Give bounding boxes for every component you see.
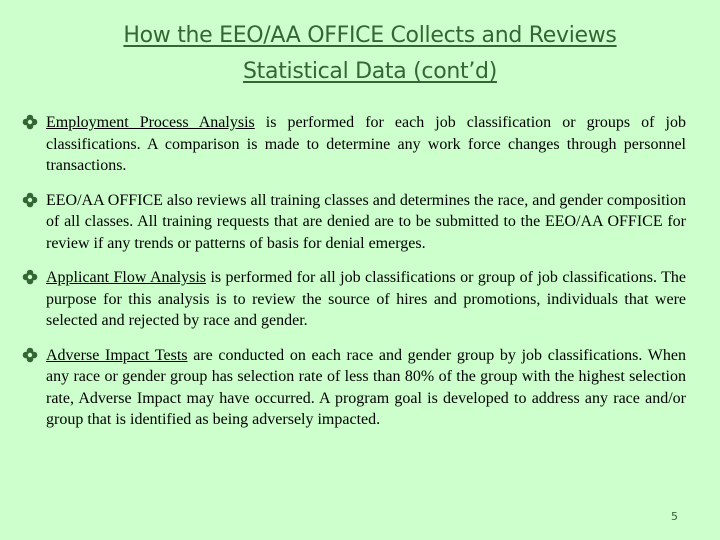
bullet-body: is performed for all job classifications or group of job classifications. The purpose for this analysis is to review the source of hires and promotions, individuals that were selected and rejected by race and gender.	[46, 269, 686, 329]
slide-title-line-2: Statistical Data (cont’d)	[243, 59, 497, 84]
bullet-body: are conducted on each race and gender group by job classifications. When any race or gender group has selection rate of less than 80% of the group with the highest selection rate, Adverse Impact may have occurred. A program goal is developed to address any race and/or group that is identified as being adversely impacted.	[46, 346, 686, 428]
page-number: 5	[671, 510, 678, 523]
diamond-clover-icon	[22, 269, 38, 285]
diamond-clover-icon	[22, 192, 38, 208]
bullet-item-applicant-flow-analysis	[22, 267, 686, 332]
slide-title-line-1: How the EEO/AA OFFICE Collects and Reviews	[123, 23, 617, 48]
slide-title	[60, 18, 680, 90]
bullet-text	[46, 345, 686, 431]
bullet-item-adverse-impact-tests	[22, 345, 686, 431]
bullet-term: Adverse Impact Tests	[46, 346, 188, 364]
bullet-body: EEO/AA OFFICE also reviews all training classes and determines the race, and gender composition of all classes. All training requests that are denied are to be submitted to the EEO/AA OFFICE for review if any trends or patterns of basis for denial emerges.	[46, 191, 686, 252]
diamond-clover-icon	[22, 114, 38, 130]
bullet-list	[22, 112, 686, 444]
bullet-item-training-classes	[22, 190, 686, 255]
bullet-term: Applicant Flow Analysis	[46, 269, 206, 286]
diamond-clover-icon	[22, 347, 38, 363]
bullet-text	[46, 267, 686, 332]
bullet-text	[46, 112, 686, 177]
bullet-item-employment-process-analysis	[22, 112, 686, 177]
bullet-text	[46, 190, 686, 255]
bullet-term: Employment Process Analysis	[46, 114, 255, 131]
bullet-body: is performed for each job classification or groups of job classifications. A comparison is made to determine any work force changes through personnel transactions.	[46, 114, 686, 174]
